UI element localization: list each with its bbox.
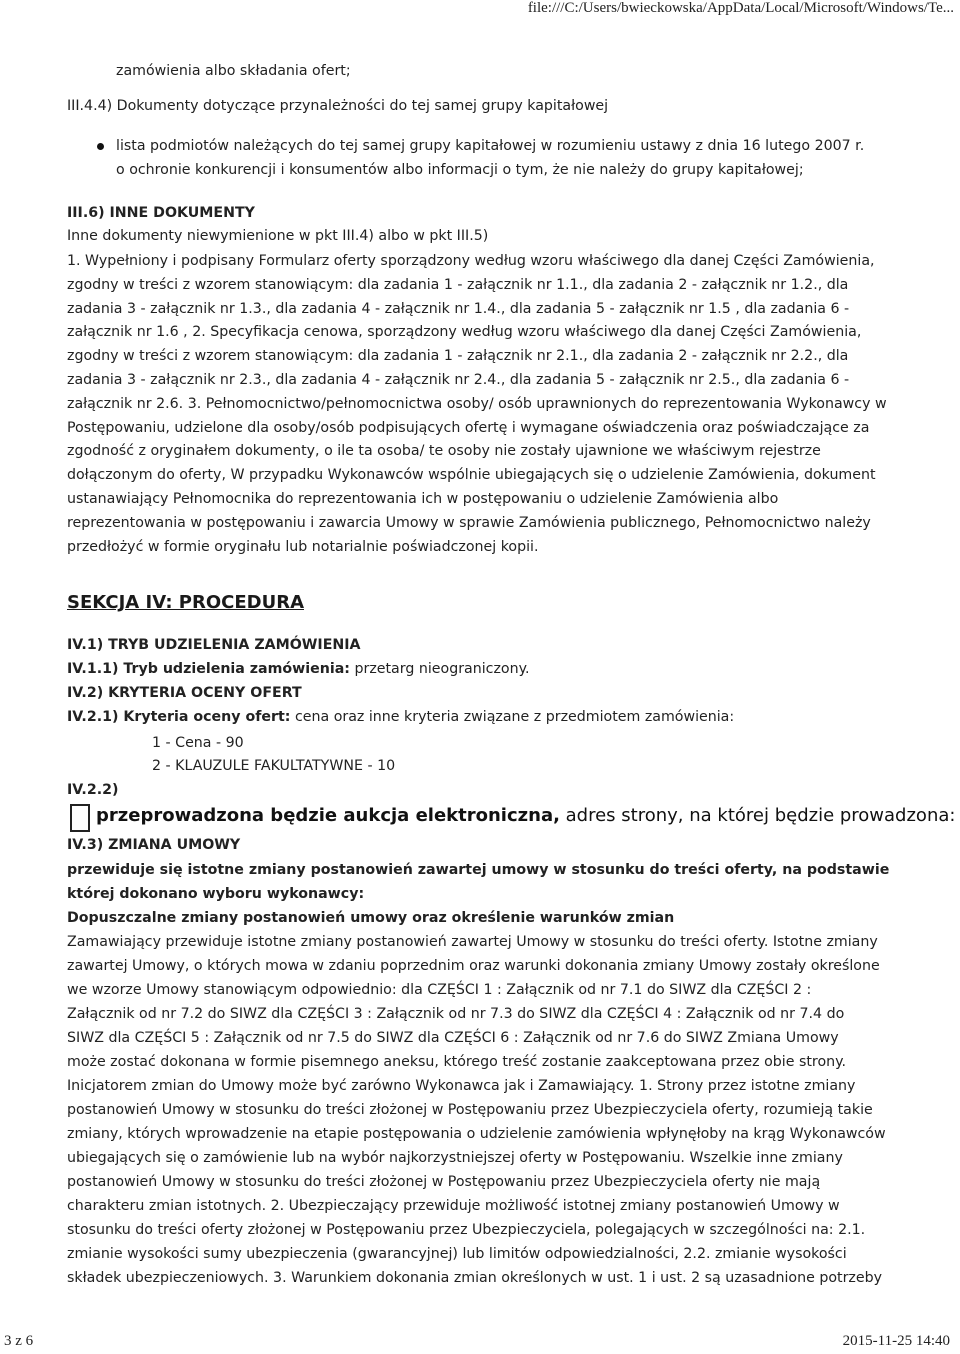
iv-1-1-value: przetarg nieograniczony.: [349, 661, 530, 677]
iv-3-line-6: może zostać dokonana w formie pisemnego aneksu, którego treść zostanie zaakceptowana przez obie strony.: [67, 1054, 846, 1070]
iv-3-heading: IV.3) ZMIANA UMOWY: [67, 837, 241, 853]
iv-1-heading: IV.1) TRYB UDZIELENIA ZAMÓWIENIA: [67, 637, 361, 653]
iii-6-line-8: Postępowaniu, udzielone dla osoby/osób podpisujących ofertę i wymagane oświadczenia oraz poświadczające za: [67, 419, 870, 436]
iii-6-line-1: 1. Wypełniony i podpisany Formularz oferty sporządzony według wzoru właściwego dla danej Części Zamówienia,: [67, 253, 875, 269]
browser-url: file:///C:/Users/bwieckowska/AppData/Local/Microsoft/Windows/Te...: [527, 0, 954, 16]
iv-1-1-label: IV.1.1) Tryb udzielenia zamówienia:: [67, 661, 350, 677]
iv-2-heading: IV.2) KRYTERIA OCENY OFERT: [67, 685, 302, 701]
iii-6-line-2: zgodny w treści z wzorem stanowiącym: dla zadania 1 - załącznik nr 1.1., dla zadania 2 - załącznik nr 1.2., dla: [67, 276, 849, 293]
bullet-text-line-2: o ochronie konkurencji i konsumentów albo informacji o tym, że nie należy do grupy kapitałowej;: [116, 162, 804, 178]
iv-3-line-11: postanowień Umowy w stosunku do treści złożonej w Postępowaniu przez Ubezpieczyciela oferty nie mają: [67, 1174, 821, 1190]
iv-3-line-8: postanowień Umowy w stosunku do treści złożonej w Postępowaniu przez Ubezpieczyciela oferty, rozumieją takie: [67, 1102, 873, 1118]
auction-checkbox[interactable]: [70, 804, 90, 832]
iii-6-line-12: reprezentowania w postępowaniu i zawarcia Umowy w sprawie Zamówienia publicznego, Pełnomocnictwo należy: [67, 514, 871, 531]
iii-4-4-heading: III.4.4) Dokumenty dotyczące przynależności do tej samej grupy kapitałowej: [67, 98, 609, 114]
iii-6-line-11: ustanawiający Pełnomocnika do reprezentowania ich w postępowaniu o udzielenie Zamówienia albo: [67, 491, 779, 507]
page-number: 3 z 6: [4, 1333, 34, 1349]
iv-3-bold-line-2: której dokonano wyboru wykonawcy:: [67, 886, 365, 902]
iv-3-line-10: ubiegających się o zamówienie lub na wybór najkorzystniejszej oferty w Postępowaniu. Wszelkie inne zmiany: [67, 1150, 843, 1166]
iii-6-subheading: Inne dokumenty niewymienione w pkt III.4) albo w pkt III.5): [67, 228, 489, 244]
iv-3-line-15: składek ubezpieczeniowych. 3. Warunkiem dokonania zmian określonych w ust. 1 i ust. 2 są uzasadnione potrzeby: [67, 1270, 882, 1286]
bullet-dot: [97, 143, 104, 150]
iii-6-line-6: zadania 3 - załącznik nr 2.3., dla zadania 4 - załącznik nr 2.4., dla zadania 5 - załącznik nr 2.5., dla zadania 6 -: [67, 372, 850, 388]
iv-3-line-7: Inicjatorem zmian do Umowy może być zarówno Wykonawca jak i Zamawiający. 1. Strony przez istotne zmiany: [67, 1078, 856, 1094]
iv-3-line-9: zmiany, których wprowadzenie na etapie postępowania o udzielenie zamówienia wpłynęłoby na krąg Wykonawców: [67, 1126, 886, 1142]
iv-3-bold-line-1: przewiduje się istotne zmiany postanowień zawartej umowy w stosunku do treści oferty, na podstawie: [67, 862, 890, 878]
iv-2-1-value: cena oraz inne kryteria związane z przedmiotem zamówienia:: [290, 709, 735, 725]
iii-6-heading: III.6) INNE DOKUMENTY: [67, 205, 255, 221]
iii-6-line-13: przedłożyć w formie oryginału lub notarialnie poświadczonej kopii.: [67, 538, 539, 555]
iii-6-line-10: dołączonym do oferty, W przypadku Wykonawców wspólnie ubiegających się o udzielenie Zamówienia, dokument: [67, 467, 876, 484]
auction-rest-text: adres strony, na której będzie prowadzona:: [559, 805, 956, 826]
iv-3-line-2: zawartej Umowy, o których mowa w zdaniu poprzednim oraz warunki dokonania zmiany Umowy zostały określone: [67, 958, 880, 974]
iv-3-line-12: charakteru zmian istotnych. 2. Ubezpieczający przewiduje możliwość istotnej zmiany postanowień Umowy w: [67, 1198, 840, 1214]
iii-6-line-7: załącznik nr 2.6. 3. Pełnomocnictwo/pełnomocnictwa osoby/ osób uprawnionych do reprezentowania Wykonawcy w: [67, 395, 887, 412]
iv-2-2-heading: IV.2.2): [67, 782, 119, 798]
iv-2-1-label: IV.2.1) Kryteria oceny ofert:: [67, 709, 291, 725]
iv-3-line-3: we wzorze Umowy stanowiącym odpowiednio: dla CZĘŚCI 1 : Załącznik od nr 7.1 do SIWZ dla CZĘŚCI 2 :: [67, 982, 812, 998]
iv-3-bold-line-3: Dopuszczalne zmiany postanowień umowy oraz określenie warunków zmian: [67, 910, 675, 926]
iv-3-line-4: Załącznik od nr 7.2 do SIWZ dla CZĘŚCI 3 : Załącznik od nr 7.3 do SIWZ dla CZĘŚCI 4 : Załącznik od nr 7.4 do: [67, 1006, 845, 1022]
iii-6-line-4: załącznik nr 1.6 , 2. Specyfikacja cenowa, sporządzony według wzoru właściwego dla danej Części Zamówienia,: [67, 324, 862, 341]
section-title: SEKCJA IV: PROCEDURA: [67, 592, 304, 613]
bullet-text-line-1: lista podmiotów należących do tej samej grupy kapitałowej w rozumieniu ustawy z dnia 16 lutego 2007 r.: [116, 138, 865, 154]
auction-line: [96, 805, 955, 826]
iii-6-line-3: zadania 3 - załącznik nr 1.3., dla zadania 4 - załącznik nr 1.4., dla zadania 5 - załącznik nr 1.5 , dla zadania 6 -: [67, 300, 850, 317]
iii-6-line-5: zgodny w treści z wzorem stanowiącym: dla zadania 1 - załącznik nr 2.1., dla zadania 2 - załącznik nr 2.2., dla: [67, 348, 849, 365]
iv-3-line-14: zmianie wysokości sumy ubezpieczenia (gwarancyjnej) lub limitów odpowiedzialności, 2.2. zmianie wysokości: [67, 1246, 847, 1262]
criterion-2: 2 - KLAUZULE FAKULTATYWNE - 10: [152, 758, 396, 774]
auction-bold-text: przeprowadzona będzie aukcja elektroniczna,: [96, 805, 560, 826]
iv-2-1-line: [67, 707, 734, 727]
previous-line: zamówienia albo składania ofert;: [116, 63, 351, 79]
iv-3-line-13: stosunku do treści oferty złożonej w Postępowaniu przez Ubezpieczyciela, polegających w szczególności na: 2.1.: [67, 1222, 866, 1238]
criterion-1: 1 - Cena - 90: [152, 735, 244, 751]
iv-3-line-1: Zamawiający przewiduje istotne zmiany postanowień zawartej Umowy w stosunku do treści oferty. Istotne zmiany: [67, 934, 878, 950]
print-datetime: 2015-11-25 14:40: [842, 1333, 950, 1349]
iii-6-line-9: zgodność z oryginałem dokumenty, o ile ta osoba/ te osoby nie zostały ujawnione we właściwym rejestrze: [67, 443, 821, 460]
iv-1-1-line: [67, 659, 529, 679]
iv-3-line-5: SIWZ dla CZĘŚCI 5 : Załącznik od nr 7.5 do SIWZ dla CZĘŚCI 6 : Załącznik od nr 7.6 do SIWZ Zmiana Umowy: [67, 1030, 839, 1046]
